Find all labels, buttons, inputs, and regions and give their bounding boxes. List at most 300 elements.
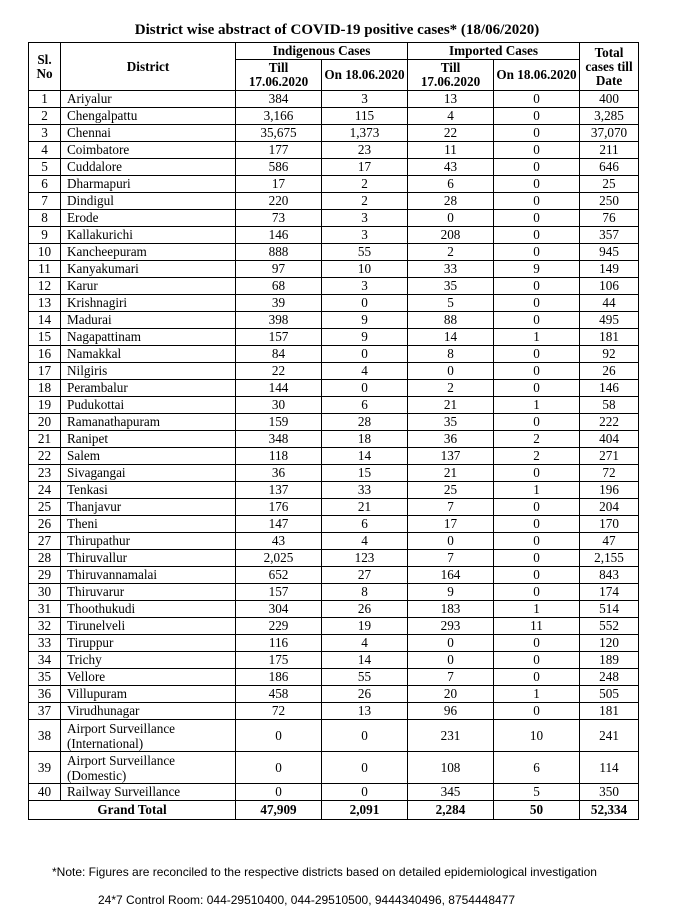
total-cell: 92 — [580, 346, 639, 363]
district-cell: Theni — [61, 516, 236, 533]
table-row — [29, 601, 639, 618]
district-cell: Ariyalur — [61, 91, 236, 108]
total-cell: 248 — [580, 669, 639, 686]
imported-on-cell: 1 — [494, 397, 580, 414]
district-cell: Cuddalore — [61, 159, 236, 176]
imported-till-cell: 137 — [408, 448, 494, 465]
imported-on-cell: 1 — [494, 329, 580, 346]
imported-till-cell: 20 — [408, 686, 494, 703]
indigenous-on-cell: 2 — [322, 193, 408, 210]
district-cell: Namakkal — [61, 346, 236, 363]
grand-total-imp-on: 50 — [494, 801, 580, 820]
sl-no-cell: 23 — [29, 465, 61, 482]
imported-on-cell: 0 — [494, 363, 580, 380]
sl-no-cell: 28 — [29, 550, 61, 567]
imported-till-cell: 6 — [408, 176, 494, 193]
table-row — [29, 278, 639, 295]
district-cell: Chengalpattu — [61, 108, 236, 125]
indigenous-till-cell: 118 — [236, 448, 322, 465]
table-row — [29, 397, 639, 414]
imported-on-cell: 0 — [494, 227, 580, 244]
imported-on-cell: 0 — [494, 380, 580, 397]
imported-till-cell: 43 — [408, 159, 494, 176]
district-cell: Tiruppur — [61, 635, 236, 652]
district-cell: Dindigul — [61, 193, 236, 210]
table-row — [29, 210, 639, 227]
sl-no-cell: 4 — [29, 142, 61, 159]
table-body — [29, 91, 639, 801]
imported-on-cell: 0 — [494, 567, 580, 584]
imported-till-cell: 2 — [408, 244, 494, 261]
sl-no-cell: 29 — [29, 567, 61, 584]
table-row — [29, 329, 639, 346]
total-cell: 505 — [580, 686, 639, 703]
total-cell: 271 — [580, 448, 639, 465]
imported-on-cell: 0 — [494, 550, 580, 567]
imported-till-cell: 7 — [408, 550, 494, 567]
total-cell: 58 — [580, 397, 639, 414]
indigenous-on-cell: 26 — [322, 686, 408, 703]
sl-no-cell: 11 — [29, 261, 61, 278]
total-cell: 181 — [580, 703, 639, 720]
imported-till-cell: 7 — [408, 669, 494, 686]
table-row — [29, 752, 639, 784]
district-cell: Nilgiris — [61, 363, 236, 380]
indigenous-till-cell: 220 — [236, 193, 322, 210]
imported-till-cell: 8 — [408, 346, 494, 363]
total-cell: 400 — [580, 91, 639, 108]
district-cell: Ranipet — [61, 431, 236, 448]
indigenous-till-cell: 97 — [236, 261, 322, 278]
total-cell: 2,155 — [580, 550, 639, 567]
imported-till-cell: 4 — [408, 108, 494, 125]
district-cell: Villupuram — [61, 686, 236, 703]
total-cell: 646 — [580, 159, 639, 176]
indigenous-on-cell: 4 — [322, 363, 408, 380]
table-row — [29, 244, 639, 261]
imported-till-cell: 22 — [408, 125, 494, 142]
indigenous-till-cell: 35,675 — [236, 125, 322, 142]
indigenous-till-cell: 229 — [236, 618, 322, 635]
indigenous-on-cell: 15 — [322, 465, 408, 482]
indigenous-till-cell: 22 — [236, 363, 322, 380]
grand-total-imp-till: 2,284 — [408, 801, 494, 820]
sl-no-cell: 8 — [29, 210, 61, 227]
district-cell: Perambalur — [61, 380, 236, 397]
indigenous-on-cell: 14 — [322, 652, 408, 669]
total-cell: 404 — [580, 431, 639, 448]
indigenous-on-cell: 55 — [322, 669, 408, 686]
table-row — [29, 108, 639, 125]
indigenous-on-cell: 9 — [322, 312, 408, 329]
table-row — [29, 346, 639, 363]
indigenous-till-cell: 30 — [236, 397, 322, 414]
header-imported: Imported Cases — [408, 43, 580, 60]
grand-total-ind-till: 47,909 — [236, 801, 322, 820]
total-cell: 170 — [580, 516, 639, 533]
total-cell: 37,070 — [580, 125, 639, 142]
imported-till-cell: 2 — [408, 380, 494, 397]
total-cell: 174 — [580, 584, 639, 601]
table-row — [29, 482, 639, 499]
grand-total-ind-on: 2,091 — [322, 801, 408, 820]
table-row — [29, 533, 639, 550]
imported-till-cell: 0 — [408, 652, 494, 669]
imported-till-cell: 35 — [408, 278, 494, 295]
district-cell: Chennai — [61, 125, 236, 142]
total-cell: 189 — [580, 652, 639, 669]
imported-on-cell: 0 — [494, 125, 580, 142]
table-row — [29, 584, 639, 601]
indigenous-till-cell: 72 — [236, 703, 322, 720]
imported-on-cell: 0 — [494, 499, 580, 516]
sl-no-cell: 19 — [29, 397, 61, 414]
sl-no-cell: 12 — [29, 278, 61, 295]
header-indigenous: Indigenous Cases — [236, 43, 408, 60]
imported-on-cell: 0 — [494, 244, 580, 261]
imported-on-cell: 1 — [494, 686, 580, 703]
district-cases-table — [28, 42, 639, 820]
indigenous-on-cell: 21 — [322, 499, 408, 516]
total-cell: 47 — [580, 533, 639, 550]
district-cell: Thiruvallur — [61, 550, 236, 567]
sl-no-cell: 10 — [29, 244, 61, 261]
imported-on-cell: 6 — [494, 752, 580, 784]
imported-till-cell: 17 — [408, 516, 494, 533]
total-cell: 514 — [580, 601, 639, 618]
total-cell: 44 — [580, 295, 639, 312]
indigenous-till-cell: 398 — [236, 312, 322, 329]
indigenous-on-cell: 0 — [322, 380, 408, 397]
district-cell: Kanyakumari — [61, 261, 236, 278]
table-row — [29, 193, 639, 210]
district-cell: Airport Surveillance (International) — [61, 720, 236, 752]
indigenous-till-cell: 3,166 — [236, 108, 322, 125]
sl-no-cell: 2 — [29, 108, 61, 125]
sl-no-cell: 27 — [29, 533, 61, 550]
imported-till-cell: 183 — [408, 601, 494, 618]
indigenous-on-cell: 9 — [322, 329, 408, 346]
indigenous-till-cell: 176 — [236, 499, 322, 516]
indigenous-till-cell: 0 — [236, 720, 322, 752]
sl-no-cell: 26 — [29, 516, 61, 533]
indigenous-till-cell: 348 — [236, 431, 322, 448]
imported-till-cell: 21 — [408, 465, 494, 482]
imported-on-cell: 1 — [494, 482, 580, 499]
header-total: Total cases till Date — [580, 43, 639, 91]
imported-till-cell: 9 — [408, 584, 494, 601]
total-cell: 3,285 — [580, 108, 639, 125]
sl-no-cell: 32 — [29, 618, 61, 635]
indigenous-on-cell: 28 — [322, 414, 408, 431]
sl-no-cell: 38 — [29, 720, 61, 752]
total-cell: 146 — [580, 380, 639, 397]
imported-till-cell: 0 — [408, 635, 494, 652]
imported-till-cell: 21 — [408, 397, 494, 414]
district-cell: Thiruvannamalai — [61, 567, 236, 584]
grand-total-total: 52,334 — [580, 801, 639, 820]
imported-on-cell: 0 — [494, 176, 580, 193]
total-cell: 204 — [580, 499, 639, 516]
imported-on-cell: 0 — [494, 108, 580, 125]
indigenous-on-cell: 17 — [322, 159, 408, 176]
sl-no-cell: 1 — [29, 91, 61, 108]
header-indigenous-till: Till 17.06.2020 — [236, 60, 322, 91]
grand-total-label: Grand Total — [29, 801, 236, 820]
indigenous-till-cell: 177 — [236, 142, 322, 159]
indigenous-till-cell: 175 — [236, 652, 322, 669]
table-row — [29, 465, 639, 482]
control-room-contact: 24*7 Control Room: 044-29510400, 044-29510500, 9444340496, 8754448477 — [98, 893, 516, 907]
sl-no-cell: 21 — [29, 431, 61, 448]
district-cell: Thiruvarur — [61, 584, 236, 601]
district-cell: Coimbatore — [61, 142, 236, 159]
indigenous-on-cell: 10 — [322, 261, 408, 278]
indigenous-till-cell: 186 — [236, 669, 322, 686]
table-row — [29, 125, 639, 142]
total-cell: 114 — [580, 752, 639, 784]
imported-till-cell: 0 — [408, 363, 494, 380]
district-cell: Erode — [61, 210, 236, 227]
sl-no-cell: 40 — [29, 784, 61, 801]
table-row — [29, 363, 639, 380]
indigenous-till-cell: 116 — [236, 635, 322, 652]
imported-till-cell: 11 — [408, 142, 494, 159]
imported-till-cell: 108 — [408, 752, 494, 784]
sl-no-cell: 5 — [29, 159, 61, 176]
indigenous-till-cell: 0 — [236, 784, 322, 801]
sl-no-cell: 13 — [29, 295, 61, 312]
sl-no-cell: 39 — [29, 752, 61, 784]
indigenous-till-cell: 73 — [236, 210, 322, 227]
total-cell: 350 — [580, 784, 639, 801]
district-cell: Trichy — [61, 652, 236, 669]
indigenous-on-cell: 27 — [322, 567, 408, 584]
indigenous-till-cell: 652 — [236, 567, 322, 584]
table-row — [29, 686, 639, 703]
imported-till-cell: 7 — [408, 499, 494, 516]
indigenous-till-cell: 137 — [236, 482, 322, 499]
header-imported-till: Till 17.06.2020 — [408, 60, 494, 91]
total-cell: 241 — [580, 720, 639, 752]
district-cell: Salem — [61, 448, 236, 465]
table-row — [29, 652, 639, 669]
indigenous-till-cell: 458 — [236, 686, 322, 703]
table-row — [29, 261, 639, 278]
footnote: *Note: Figures are reconciled to the respective districts based on detailed epidemiological investigation — [52, 865, 597, 879]
sl-no-cell: 6 — [29, 176, 61, 193]
imported-on-cell: 5 — [494, 784, 580, 801]
imported-till-cell: 28 — [408, 193, 494, 210]
sl-no-cell: 31 — [29, 601, 61, 618]
indigenous-till-cell: 84 — [236, 346, 322, 363]
imported-on-cell: 0 — [494, 533, 580, 550]
indigenous-till-cell: 586 — [236, 159, 322, 176]
imported-till-cell: 25 — [408, 482, 494, 499]
district-cell: Dharmapuri — [61, 176, 236, 193]
indigenous-till-cell: 159 — [236, 414, 322, 431]
total-cell: 181 — [580, 329, 639, 346]
sl-no-cell: 3 — [29, 125, 61, 142]
indigenous-on-cell: 19 — [322, 618, 408, 635]
table-row — [29, 380, 639, 397]
imported-till-cell: 5 — [408, 295, 494, 312]
indigenous-till-cell: 68 — [236, 278, 322, 295]
indigenous-on-cell: 0 — [322, 346, 408, 363]
imported-till-cell: 0 — [408, 533, 494, 550]
imported-on-cell: 0 — [494, 278, 580, 295]
sl-no-cell: 9 — [29, 227, 61, 244]
imported-on-cell: 2 — [494, 448, 580, 465]
district-cell: Tirunelveli — [61, 618, 236, 635]
table-row — [29, 91, 639, 108]
imported-till-cell: 88 — [408, 312, 494, 329]
indigenous-on-cell: 1,373 — [322, 125, 408, 142]
imported-on-cell: 0 — [494, 635, 580, 652]
indigenous-on-cell: 13 — [322, 703, 408, 720]
total-cell: 72 — [580, 465, 639, 482]
indigenous-till-cell: 146 — [236, 227, 322, 244]
district-cell: Vellore — [61, 669, 236, 686]
district-cell: Railway Surveillance — [61, 784, 236, 801]
imported-till-cell: 293 — [408, 618, 494, 635]
total-cell: 222 — [580, 414, 639, 431]
indigenous-on-cell: 0 — [322, 295, 408, 312]
imported-till-cell: 345 — [408, 784, 494, 801]
indigenous-on-cell: 0 — [322, 752, 408, 784]
total-cell: 357 — [580, 227, 639, 244]
indigenous-till-cell: 147 — [236, 516, 322, 533]
imported-till-cell: 14 — [408, 329, 494, 346]
header-indigenous-on: On 18.06.2020 — [322, 60, 408, 91]
sl-no-cell: 18 — [29, 380, 61, 397]
indigenous-on-cell: 3 — [322, 210, 408, 227]
indigenous-till-cell: 36 — [236, 465, 322, 482]
table-row — [29, 499, 639, 516]
district-cell: Thirupathur — [61, 533, 236, 550]
indigenous-on-cell: 115 — [322, 108, 408, 125]
district-cell: Virudhunagar — [61, 703, 236, 720]
district-cell: Thanjavur — [61, 499, 236, 516]
imported-till-cell: 0 — [408, 210, 494, 227]
total-cell: 211 — [580, 142, 639, 159]
imported-on-cell: 0 — [494, 295, 580, 312]
indigenous-till-cell: 157 — [236, 584, 322, 601]
indigenous-till-cell: 17 — [236, 176, 322, 193]
indigenous-on-cell: 123 — [322, 550, 408, 567]
indigenous-till-cell: 0 — [236, 752, 322, 784]
imported-till-cell: 208 — [408, 227, 494, 244]
indigenous-on-cell: 4 — [322, 635, 408, 652]
district-cell: Ramanathapuram — [61, 414, 236, 431]
total-cell: 843 — [580, 567, 639, 584]
sl-no-cell: 34 — [29, 652, 61, 669]
sl-no-cell: 14 — [29, 312, 61, 329]
sl-no-cell: 33 — [29, 635, 61, 652]
sl-no-cell: 22 — [29, 448, 61, 465]
district-cell: Kallakurichi — [61, 227, 236, 244]
imported-on-cell: 0 — [494, 346, 580, 363]
sl-no-cell: 24 — [29, 482, 61, 499]
indigenous-till-cell: 384 — [236, 91, 322, 108]
indigenous-on-cell: 55 — [322, 244, 408, 261]
table-row — [29, 227, 639, 244]
indigenous-till-cell: 2,025 — [236, 550, 322, 567]
header-sl-no: Sl. No — [29, 43, 61, 91]
imported-on-cell: 9 — [494, 261, 580, 278]
total-cell: 25 — [580, 176, 639, 193]
district-cell: Sivagangai — [61, 465, 236, 482]
sl-no-cell: 25 — [29, 499, 61, 516]
indigenous-on-cell: 6 — [322, 397, 408, 414]
table-row — [29, 159, 639, 176]
imported-on-cell: 0 — [494, 159, 580, 176]
district-cell: Tenkasi — [61, 482, 236, 499]
imported-till-cell: 36 — [408, 431, 494, 448]
district-cell: Kancheepuram — [61, 244, 236, 261]
imported-on-cell: 2 — [494, 431, 580, 448]
imported-till-cell: 231 — [408, 720, 494, 752]
total-cell: 250 — [580, 193, 639, 210]
indigenous-on-cell: 3 — [322, 278, 408, 295]
imported-till-cell: 164 — [408, 567, 494, 584]
indigenous-on-cell: 3 — [322, 91, 408, 108]
indigenous-on-cell: 2 — [322, 176, 408, 193]
imported-on-cell: 0 — [494, 516, 580, 533]
indigenous-till-cell: 144 — [236, 380, 322, 397]
indigenous-on-cell: 23 — [322, 142, 408, 159]
indigenous-on-cell: 4 — [322, 533, 408, 550]
indigenous-till-cell: 39 — [236, 295, 322, 312]
district-cell: Airport Surveillance (Domestic) — [61, 752, 236, 784]
imported-on-cell: 0 — [494, 652, 580, 669]
table-row — [29, 516, 639, 533]
total-cell: 149 — [580, 261, 639, 278]
district-cell: Nagapattinam — [61, 329, 236, 346]
sl-no-cell: 17 — [29, 363, 61, 380]
imported-on-cell: 0 — [494, 312, 580, 329]
table-row — [29, 703, 639, 720]
district-cell: Karur — [61, 278, 236, 295]
indigenous-on-cell: 0 — [322, 784, 408, 801]
total-cell: 106 — [580, 278, 639, 295]
sl-no-cell: 15 — [29, 329, 61, 346]
header-imported-on: On 18.06.2020 — [494, 60, 580, 91]
indigenous-on-cell: 18 — [322, 431, 408, 448]
table-row — [29, 448, 639, 465]
imported-on-cell: 11 — [494, 618, 580, 635]
indigenous-on-cell: 33 — [322, 482, 408, 499]
imported-till-cell: 35 — [408, 414, 494, 431]
imported-on-cell: 0 — [494, 414, 580, 431]
district-cell: Krishnagiri — [61, 295, 236, 312]
imported-on-cell: 0 — [494, 669, 580, 686]
imported-on-cell: 10 — [494, 720, 580, 752]
total-cell: 552 — [580, 618, 639, 635]
indigenous-on-cell: 0 — [322, 720, 408, 752]
indigenous-till-cell: 43 — [236, 533, 322, 550]
table-row — [29, 295, 639, 312]
total-cell: 945 — [580, 244, 639, 261]
indigenous-on-cell: 14 — [322, 448, 408, 465]
table-row — [29, 784, 639, 801]
table-row — [29, 635, 639, 652]
table-row — [29, 669, 639, 686]
imported-on-cell: 0 — [494, 142, 580, 159]
imported-on-cell: 0 — [494, 91, 580, 108]
district-cell: Madurai — [61, 312, 236, 329]
table-row — [29, 431, 639, 448]
